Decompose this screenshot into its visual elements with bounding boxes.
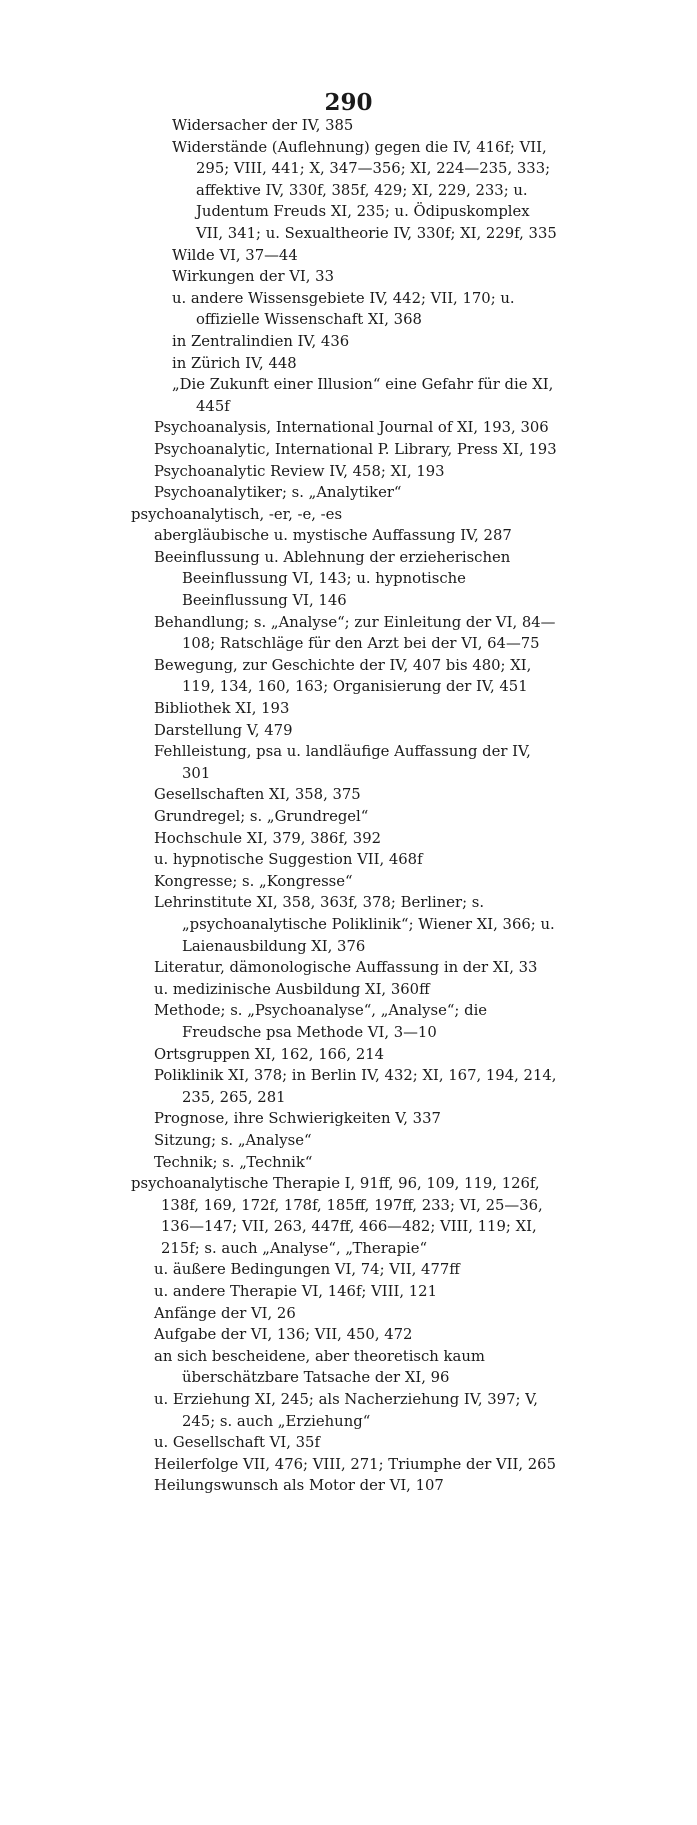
index-entry: abergläubische u. mystische Auffassung IV, 287 xyxy=(154,527,512,545)
index-entry: Heilerfolge VII, 476; VIII, 271; Triumphe der VII, 265 xyxy=(154,1455,557,1473)
index-entry: Psychoanalytiker; s. „Analytiker“ xyxy=(154,484,402,502)
index-entry: Technik; s. „Technik“ xyxy=(154,1153,313,1171)
index-entry: Gesellschaften XI, 358, 375 xyxy=(154,786,361,804)
index-entry: Literatur, dämonologische Auffassung in der XI, 33 xyxy=(154,959,538,977)
index-entry: Wilde VI, 37—44 xyxy=(172,246,298,264)
index-entry: in Zentralindien IV, 436 xyxy=(172,332,350,350)
index-entry: u. Erziehung XI, 245; als Nacherziehung IV, 397; V, 245; s. auch „Erziehung“ xyxy=(154,1391,538,1430)
index-entry: Fehlleistung, psa u. landläufige Auffassung der IV, 301 xyxy=(154,743,531,782)
index-entries xyxy=(0,115,697,1497)
index-entry: Psychoanalytic, International P. Library, Press XI, 193 xyxy=(154,440,557,458)
index-entry: Lehrinstitute XI, 358, 363f, 378; Berliner; s. „psychoanalytische Poliklinik“; Wiener XI, 366; u. Laienausbildung XI, 376 xyxy=(154,894,555,955)
index-entry: Wirkungen der VI, 33 xyxy=(172,268,335,286)
index-entry: Kongresse; s. „Kongresse“ xyxy=(154,872,353,890)
index-entry: u. medizinische Ausbildung XI, 360ff xyxy=(154,980,430,998)
index-entry: u. hypnotische Suggestion VII, 468f xyxy=(154,851,423,869)
index-entry: Ortsgruppen XI, 162, 166, 214 xyxy=(154,1045,385,1063)
index-entry: u. Gesellschaft VI, 35f xyxy=(154,1434,320,1452)
index-entry: Psychoanalytic Review IV, 458; XI, 193 xyxy=(154,462,445,480)
index-entry: Bibliothek XI, 193 xyxy=(154,700,290,718)
index-entry: Beeinflussung u. Ablehnung der erzieherischen Beeinflussung VI, 143; u. hypnotische Beeinflussung VI, 146 xyxy=(154,548,511,610)
index-entry: Behandlung; s. „Analyse“; zur Einleitung der VI, 84—108; Ratschläge für den Arzt bei der VI, 64—75 xyxy=(154,613,556,653)
page-number: 290 xyxy=(324,89,373,116)
index-entry: in Zürich IV, 448 xyxy=(172,354,297,372)
index-entry: u. äußere Bedingungen VI, 74; VII, 477ff xyxy=(154,1261,460,1279)
index-entry: Widersacher der IV, 385 xyxy=(172,117,354,134)
index-entry: Darstellung V, 479 xyxy=(154,721,293,739)
index-entry: Heilungswunsch als Motor der VI, 107 xyxy=(154,1477,444,1495)
index-entry: „Die Zukunft einer Illusion“ eine Gefahr für die XI, 445f xyxy=(172,376,554,415)
index-entry: psychoanalytisch, -er, -e, -es xyxy=(131,505,343,523)
index-entry: Hochschule XI, 379, 386f, 392 xyxy=(154,829,382,847)
index-entry: Prognose, ihre Schwierigkeiten V, 337 xyxy=(154,1110,441,1128)
index-entry: Psychoanalysis, International Journal of XI, 193, 306 xyxy=(154,419,549,437)
index-entry: Poliklinik XI, 378; in Berlin IV, 432; XI, 167, 194, 214, 235, 265, 281 xyxy=(154,1067,557,1106)
index-entry: psychoanalytische Therapie I, 91ff, 96, 109, 119, 126f, 138f, 169, 172f, 178f, 185ff, 197ff, 233; VI, 25—36, 136—147; VII, 263, 447ff, 466—482; VIII, 119; XI, 215f; s. auch „Analyse“, „Therapie“ xyxy=(131,1175,543,1257)
index-entry: Anfänge der VI, 26 xyxy=(154,1304,296,1322)
index-entry: u. andere Therapie VI, 146f; VIII, 121 xyxy=(154,1283,437,1301)
index-entry: Aufgabe der VI, 136; VII, 450, 472 xyxy=(154,1326,413,1344)
index-entry: Grundregel; s. „Grundregel“ xyxy=(154,808,369,825)
index-entry: an sich bescheidene, aber theoretisch kaum überschätzbare Tatsache der XI, 96 xyxy=(154,1347,485,1387)
index-entry: Bewegung, zur Geschichte der IV, 407 bis 480; XI, 119, 134, 160, 163; Organisierung der IV, 451 xyxy=(154,656,532,696)
index-entry: u. andere Wissensgebiete IV, 442; VII, 170; u. offizielle Wissenschaft XI, 368 xyxy=(172,289,515,329)
index-entry: Sitzung; s. „Analyse“ xyxy=(154,1131,312,1149)
index-entry: Widerstände (Auflehnung) gegen die IV, 416f; VII, 295; VIII, 441; X, 347—356; XI, 224—235, 333; affektive IV, 330f, 385f, 429; XI, 229, 233; u. Judentum Freuds XI, 235; u. Ödipuskomplex VII, 341; u. Sexualtheorie IV, 330f; XI, 229f, 335 xyxy=(172,138,557,242)
index-entry: Methode; s. „Psychoanalyse“, „Analyse“; die Freudsche psa Methode VI, 3—10 xyxy=(154,1002,488,1041)
